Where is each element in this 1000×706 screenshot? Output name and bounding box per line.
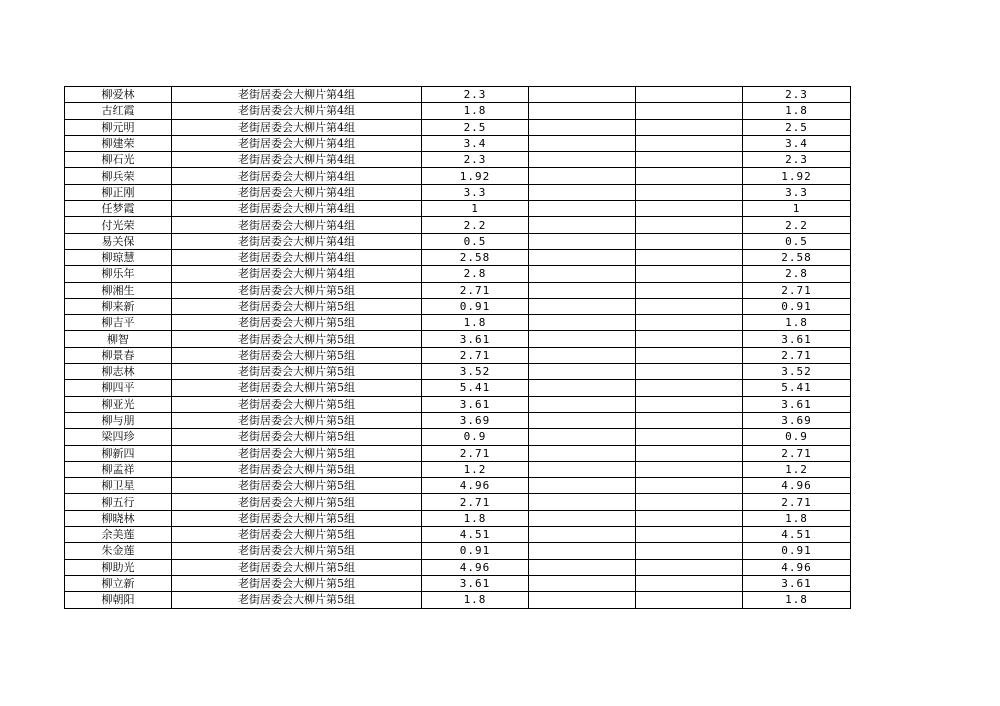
name-cell: 付光荣 [65,217,172,233]
area-cell: 1.8 [422,103,529,119]
address-cell: 老街居委会大柳片第4组 [172,119,422,135]
total-cell: 3.61 [743,396,851,412]
empty-cell [529,298,636,314]
empty-cell [636,87,743,103]
empty-cell [636,543,743,559]
table-row [65,249,851,265]
address-cell: 老街居委会大柳片第4组 [172,201,422,217]
table-row [65,429,851,445]
address-cell: 老街居委会大柳片第5组 [172,559,422,575]
empty-cell [529,266,636,282]
empty-cell [529,315,636,331]
total-cell: 1.2 [743,461,851,477]
address-cell: 老街居委会大柳片第4组 [172,168,422,184]
address-cell: 老街居委会大柳片第5组 [172,592,422,608]
empty-cell [529,575,636,591]
empty-cell [636,429,743,445]
table-row [65,575,851,591]
empty-cell [529,168,636,184]
empty-cell [529,331,636,347]
name-cell: 古红霞 [65,103,172,119]
empty-cell [636,233,743,249]
empty-cell [529,103,636,119]
name-cell: 梁四珍 [65,429,172,445]
address-cell: 老街居委会大柳片第4组 [172,135,422,151]
address-cell: 老街居委会大柳片第4组 [172,217,422,233]
empty-cell [529,559,636,575]
name-cell: 柳吉平 [65,315,172,331]
table-row [65,103,851,119]
name-cell: 柳正刚 [65,184,172,200]
table-row [65,478,851,494]
area-cell: 3.52 [422,364,529,380]
area-cell: 3.69 [422,412,529,428]
total-cell: 2.71 [743,494,851,510]
name-cell: 任梦霞 [65,201,172,217]
table-row [65,380,851,396]
empty-cell [529,249,636,265]
address-cell: 老街居委会大柳片第5组 [172,331,422,347]
area-cell: 0.9 [422,429,529,445]
table-row [65,461,851,477]
total-cell: 0.9 [743,429,851,445]
name-cell: 柳朝阳 [65,592,172,608]
empty-cell [529,592,636,608]
total-cell: 1.8 [743,103,851,119]
name-cell: 柳新四 [65,445,172,461]
table-row [65,396,851,412]
address-cell: 老街居委会大柳片第4组 [172,233,422,249]
total-cell: 0.91 [743,543,851,559]
total-cell: 3.52 [743,364,851,380]
name-cell: 柳智 [65,331,172,347]
area-cell: 2.71 [422,347,529,363]
total-cell: 3.61 [743,575,851,591]
area-cell: 3.61 [422,575,529,591]
total-cell: 3.69 [743,412,851,428]
empty-cell [529,494,636,510]
area-cell: 1.8 [422,592,529,608]
address-cell: 老街居委会大柳片第5组 [172,315,422,331]
area-cell: 3.3 [422,184,529,200]
empty-cell [636,298,743,314]
address-cell: 老街居委会大柳片第5组 [172,429,422,445]
empty-cell [636,152,743,168]
total-cell: 2.2 [743,217,851,233]
area-cell: 1.2 [422,461,529,477]
address-cell: 老街居委会大柳片第5组 [172,461,422,477]
table-row [65,168,851,184]
name-cell: 柳四平 [65,380,172,396]
name-cell: 柳孟祥 [65,461,172,477]
empty-cell [636,380,743,396]
empty-cell [636,217,743,233]
address-cell: 老街居委会大柳片第5组 [172,543,422,559]
empty-cell [529,119,636,135]
data-table [64,86,851,609]
empty-cell [529,510,636,526]
table-row [65,445,851,461]
address-cell: 老街居委会大柳片第5组 [172,527,422,543]
name-cell: 柳乐年 [65,266,172,282]
table-row [65,266,851,282]
total-cell: 1.8 [743,315,851,331]
table-row [65,135,851,151]
empty-cell [529,429,636,445]
area-cell: 3.61 [422,396,529,412]
total-cell: 2.8 [743,266,851,282]
name-cell: 柳爱林 [65,87,172,103]
empty-cell [636,559,743,575]
area-cell: 1.8 [422,510,529,526]
table-row [65,315,851,331]
table-row [65,543,851,559]
table-row [65,233,851,249]
empty-cell [636,331,743,347]
empty-cell [529,380,636,396]
table-row [65,347,851,363]
empty-cell [636,249,743,265]
table-row [65,527,851,543]
table-row [65,201,851,217]
table-row [65,412,851,428]
empty-cell [529,184,636,200]
total-cell: 2.71 [743,445,851,461]
area-cell: 0.91 [422,298,529,314]
area-cell: 1.92 [422,168,529,184]
name-cell: 柳兵荣 [65,168,172,184]
name-cell: 柳与朋 [65,412,172,428]
address-cell: 老街居委会大柳片第4组 [172,249,422,265]
address-cell: 老街居委会大柳片第5组 [172,494,422,510]
table-row [65,184,851,200]
address-cell: 老街居委会大柳片第5组 [172,282,422,298]
table-row [65,217,851,233]
name-cell: 柳晓林 [65,510,172,526]
address-cell: 老街居委会大柳片第5组 [172,298,422,314]
total-cell: 2.3 [743,152,851,168]
empty-cell [636,135,743,151]
total-cell: 2.71 [743,347,851,363]
empty-cell [636,364,743,380]
area-cell: 3.4 [422,135,529,151]
empty-cell [529,527,636,543]
area-cell: 2.3 [422,87,529,103]
area-cell: 1.8 [422,315,529,331]
empty-cell [636,347,743,363]
empty-cell [636,527,743,543]
total-cell: 5.41 [743,380,851,396]
empty-cell [636,575,743,591]
empty-cell [529,412,636,428]
total-cell: 3.3 [743,184,851,200]
empty-cell [636,478,743,494]
address-cell: 老街居委会大柳片第4组 [172,87,422,103]
empty-cell [636,592,743,608]
total-cell: 0.91 [743,298,851,314]
area-cell: 2.3 [422,152,529,168]
empty-cell [529,543,636,559]
address-cell: 老街居委会大柳片第5组 [172,364,422,380]
empty-cell [529,478,636,494]
area-cell: 3.61 [422,331,529,347]
table-row [65,510,851,526]
table-body [65,87,851,609]
name-cell: 柳亚光 [65,396,172,412]
empty-cell [636,315,743,331]
address-cell: 老街居委会大柳片第5组 [172,412,422,428]
area-cell: 0.5 [422,233,529,249]
address-cell: 老街居委会大柳片第5组 [172,510,422,526]
address-cell: 老街居委会大柳片第5组 [172,478,422,494]
total-cell: 0.5 [743,233,851,249]
name-cell: 朱金莲 [65,543,172,559]
empty-cell [529,364,636,380]
empty-cell [529,233,636,249]
address-cell: 老街居委会大柳片第4组 [172,103,422,119]
area-cell: 2.5 [422,119,529,135]
table-row [65,494,851,510]
area-cell: 2.8 [422,266,529,282]
address-cell: 老街居委会大柳片第5组 [172,380,422,396]
empty-cell [529,347,636,363]
name-cell: 柳琼慧 [65,249,172,265]
total-cell: 1.8 [743,510,851,526]
address-cell: 老街居委会大柳片第5组 [172,575,422,591]
empty-cell [529,445,636,461]
total-cell: 2.3 [743,87,851,103]
empty-cell [636,266,743,282]
empty-cell [529,461,636,477]
empty-cell [636,201,743,217]
name-cell: 余美莲 [65,527,172,543]
empty-cell [529,282,636,298]
total-cell: 3.4 [743,135,851,151]
empty-cell [529,87,636,103]
address-cell: 老街居委会大柳片第4组 [172,184,422,200]
empty-cell [636,184,743,200]
total-cell: 2.71 [743,282,851,298]
empty-cell [529,201,636,217]
area-cell: 2.71 [422,494,529,510]
area-cell: 2.71 [422,445,529,461]
table-row [65,559,851,575]
area-cell: 2.58 [422,249,529,265]
empty-cell [529,396,636,412]
empty-cell [529,217,636,233]
name-cell: 柳立新 [65,575,172,591]
empty-cell [636,103,743,119]
empty-cell [636,396,743,412]
name-cell: 柳景春 [65,347,172,363]
address-cell: 老街居委会大柳片第4组 [172,266,422,282]
name-cell: 柳元明 [65,119,172,135]
address-cell: 老街居委会大柳片第5组 [172,396,422,412]
total-cell: 1.8 [743,592,851,608]
address-cell: 老街居委会大柳片第5组 [172,347,422,363]
empty-cell [636,494,743,510]
table-row [65,298,851,314]
name-cell: 易关保 [65,233,172,249]
area-cell: 4.96 [422,478,529,494]
address-cell: 老街居委会大柳片第4组 [172,152,422,168]
area-cell: 1 [422,201,529,217]
total-cell: 4.96 [743,559,851,575]
total-cell: 1.92 [743,168,851,184]
area-cell: 5.41 [422,380,529,396]
table-row [65,152,851,168]
area-cell: 4.96 [422,559,529,575]
empty-cell [636,461,743,477]
total-cell: 1 [743,201,851,217]
table-row [65,87,851,103]
area-cell: 4.51 [422,527,529,543]
empty-cell [529,152,636,168]
area-cell: 2.2 [422,217,529,233]
table-row [65,119,851,135]
empty-cell [636,119,743,135]
total-cell: 3.61 [743,331,851,347]
name-cell: 柳建荣 [65,135,172,151]
name-cell: 柳石光 [65,152,172,168]
table-row [65,282,851,298]
area-cell: 0.91 [422,543,529,559]
empty-cell [529,135,636,151]
table-row [65,331,851,347]
empty-cell [636,510,743,526]
empty-cell [636,282,743,298]
total-cell: 2.58 [743,249,851,265]
table-row [65,592,851,608]
total-cell: 4.96 [743,478,851,494]
table-row [65,364,851,380]
empty-cell [636,445,743,461]
empty-cell [636,412,743,428]
name-cell: 柳湘生 [65,282,172,298]
name-cell: 柳来新 [65,298,172,314]
total-cell: 4.51 [743,527,851,543]
name-cell: 柳五行 [65,494,172,510]
name-cell: 柳志林 [65,364,172,380]
area-cell: 2.71 [422,282,529,298]
total-cell: 2.5 [743,119,851,135]
name-cell: 柳助光 [65,559,172,575]
name-cell: 柳卫星 [65,478,172,494]
empty-cell [636,168,743,184]
address-cell: 老街居委会大柳片第5组 [172,445,422,461]
